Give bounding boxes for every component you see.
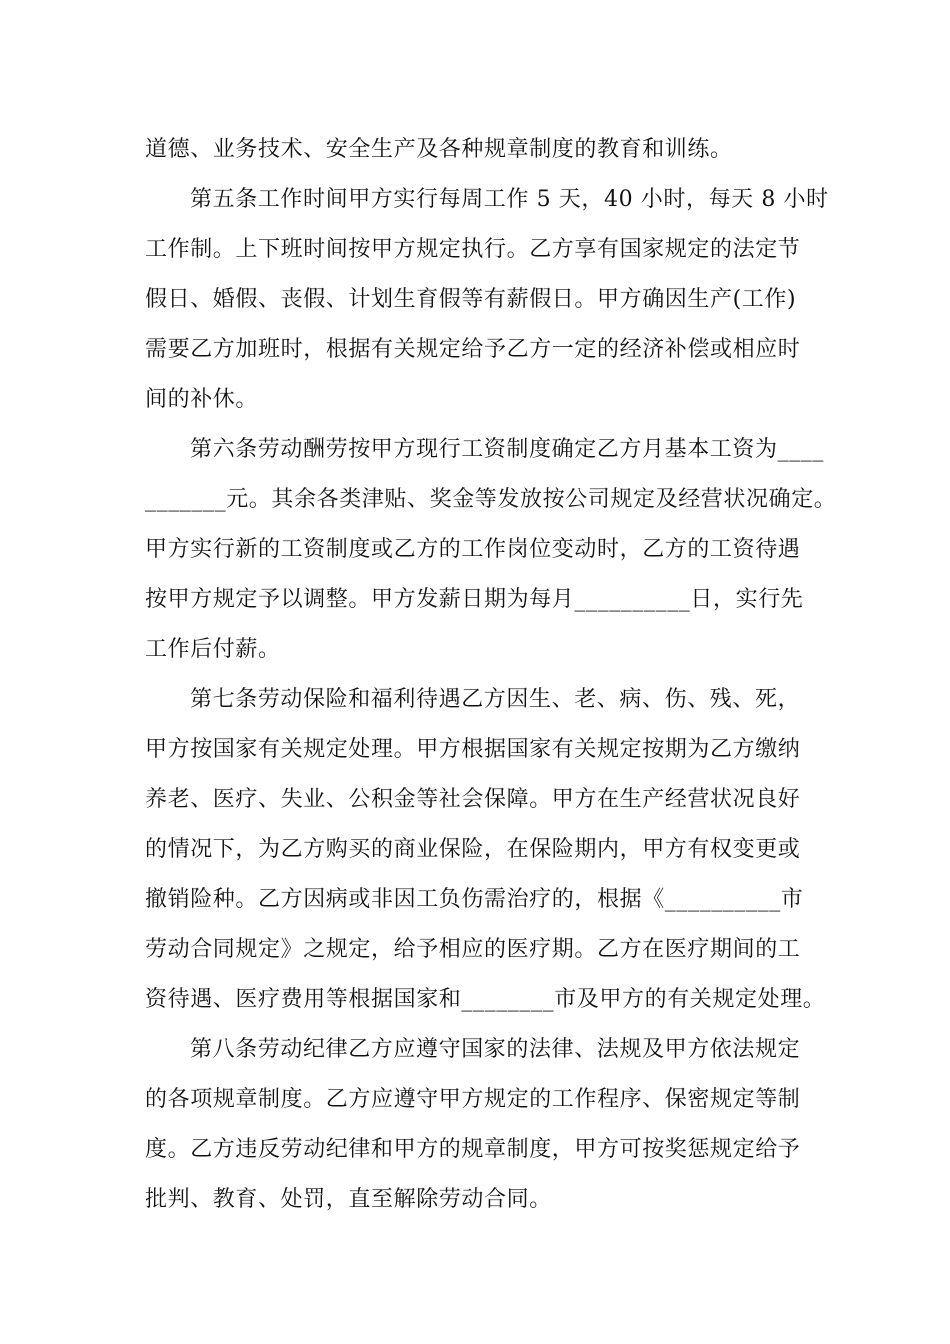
paragraph-article-6-line: 第六条劳动酬劳按甲方现行工资制度确定乙方月基本工资为____ <box>190 437 825 462</box>
text-line: 甲方按国家有关规定处理。甲方根据国家有关规定按期为乙方缴纳 <box>145 737 801 762</box>
text-line: 甲方实行新的工资制度或乙方的工作岗位变动时，乙方的工资待遇 <box>145 537 801 562</box>
text-line: 批判、教育、处罚，直至解除劳动合同。 <box>145 1187 552 1212</box>
text-line: 按甲方规定予以调整。甲方发薪日期为每月__________日，实行先 <box>145 587 804 612</box>
text-line: 撤销险种。乙方因病或非因工负伤需治疗的，根据《__________市 <box>145 887 804 912</box>
paragraph-article-8-line: 第八条劳动纪律乙方应遵守国家的法律、法规及甲方依法规定 <box>190 1037 801 1062</box>
text-line: 的情况下，为乙方购买的商业保险，在保险期内，甲方有权变更或 <box>145 837 801 862</box>
text-line: 度。乙方违反劳动纪律和甲方的规章制度，甲方可按奖惩规定给予 <box>145 1137 801 1162</box>
paragraph-article-5-line: 第五条工作时间甲方实行每周工作 5 天，40 小时，每天 8 小时 <box>190 187 829 212</box>
text-line: 需要乙方加班时，根据有关规定给予乙方一定的经济补偿或相应时 <box>145 337 801 362</box>
text-line: 劳动合同规定》之规定，给予相应的医疗期。乙方在医疗期间的工 <box>145 937 801 962</box>
text-line: 道德、业务技术、安全生产及各种规章制度的教育和训练。 <box>145 137 733 162</box>
text-line: 工作后付薪。 <box>145 637 281 662</box>
text-line: 的各项规章制度。乙方应遵守甲方规定的工作程序、保密规定等制 <box>145 1087 801 1112</box>
text-line: 间的补休。 <box>145 387 259 412</box>
text-line: _______元。其余各类津贴、奖金等发放按公司规定及经营状况确定。 <box>145 487 837 512</box>
paragraph-article-7-line: 第七条劳动保险和福利待遇乙方因生、老、病、伤、残、死， <box>190 687 801 712</box>
text-line: 资待遇、医疗费用等根据国家和________市及甲方的有关规定处理。 <box>145 987 826 1012</box>
text-line: 养老、医疗、失业、公积金等社会保障。甲方在生产经营状况良好 <box>145 787 801 812</box>
text-line: 假日、婚假、丧假、计划生育假等有薪假日。甲方确因生产(工作) <box>145 287 797 312</box>
text-line: 工作制。上下班时间按甲方规定执行。乙方享有国家规定的法定节 <box>145 237 801 262</box>
